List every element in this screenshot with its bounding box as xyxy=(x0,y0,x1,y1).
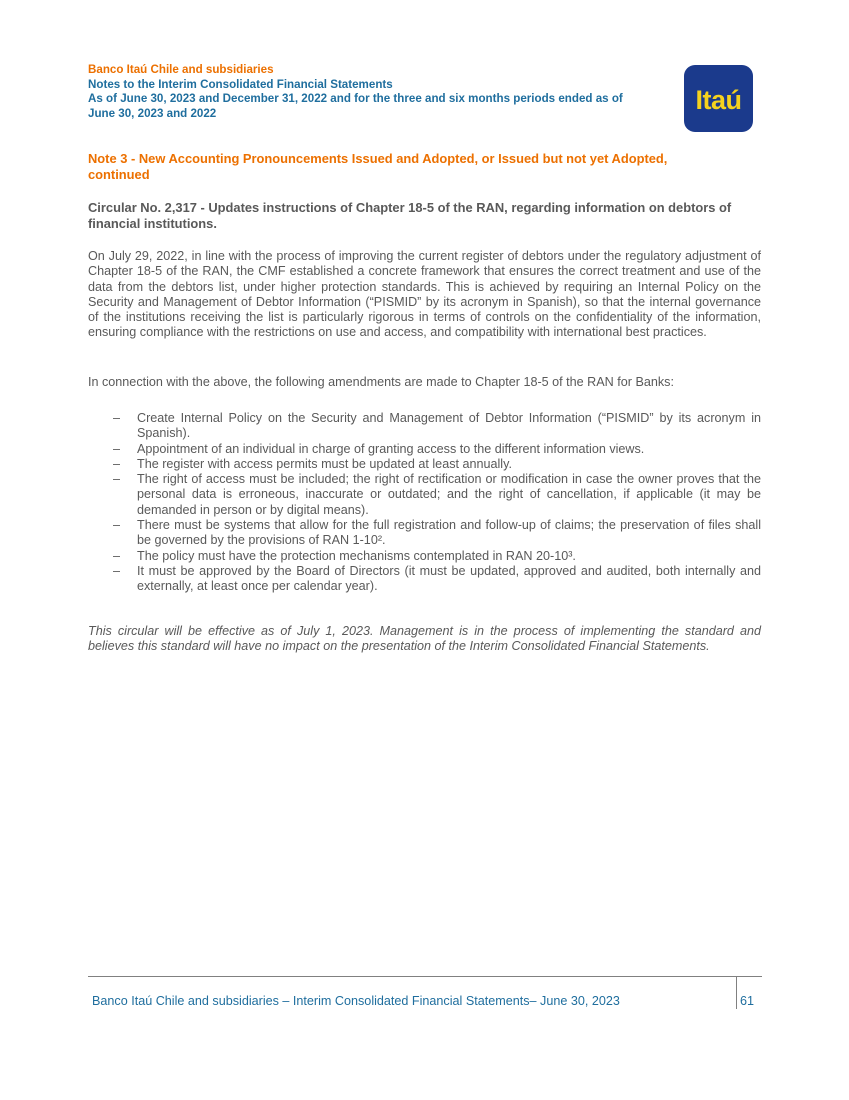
amendments-intro: In connection with the above, the following amendments are made to Chapter 18-5 of the RAN for Banks: xyxy=(88,375,674,389)
bullet-dash: – xyxy=(113,548,121,563)
list-item-text: Create Internal Policy on the Security and Management of Debtor Information (“PISMID” by its acronym in Spanish). xyxy=(137,411,761,441)
list-item-text: The policy must have the protection mechanisms contemplated in RAN 20-10³. xyxy=(137,548,576,563)
list-item-text: The register with access permits must be updated at least annually. xyxy=(137,456,512,471)
list-item-text: There must be systems that allow for the full registration and follow-up of claims; the preservation of files shall be governed by the provisions of RAN 1-10². xyxy=(137,518,761,548)
logo-text: Itaú xyxy=(695,84,742,115)
itau-logo xyxy=(684,65,753,132)
circular-title: Circular No. 2,317 - Updates instructions of Chapter 18-5 of the RAN, regarding information on debtors of financial institutions. xyxy=(88,200,732,231)
period-line-2: June 30, 2023 and 2022 xyxy=(88,106,217,120)
period-line-1: As of June 30, 2023 and December 31, 2022 and for the three and six months periods ended as of xyxy=(88,92,623,105)
notes-title: Notes to the Interim Consolidated Financial Statements xyxy=(88,77,393,91)
bullet-dash: – xyxy=(113,563,121,578)
list-item xyxy=(88,518,761,549)
list-item-text: It must be approved by the Board of Directors (it must be updated, approved and audited, both internally and externally, at least once per calendar year). xyxy=(137,563,761,594)
list-item xyxy=(88,472,761,518)
note-title: Note 3 - New Accounting Pronouncements Issued and Adopted, or Issued but not yet Adopted, continued xyxy=(88,151,668,182)
list-item xyxy=(88,457,761,472)
bullet-dash: – xyxy=(113,411,121,425)
company-name: Banco Itaú Chile and subsidiaries xyxy=(88,63,274,76)
list-item-text: The right of access must be included; the right of rectification or modification in case the owner proves that the personal data is erroneous, inaccurate or outdated; and the right of cancellation, if applicable (it may be demanded in person or by digital means). xyxy=(137,472,761,517)
list-item xyxy=(88,442,761,457)
document-header xyxy=(88,63,678,121)
bullet-dash: – xyxy=(113,518,121,533)
list-item xyxy=(88,549,761,564)
footer-page-separator xyxy=(736,977,737,1009)
bullet-dash: – xyxy=(113,472,121,487)
list-item xyxy=(88,411,761,442)
amendments-list xyxy=(88,411,761,595)
page-number: 61 xyxy=(740,994,755,1008)
list-item-text: Appointment of an individual in charge of granting access to the different information views. xyxy=(137,441,645,456)
footer-text: Banco Itaú Chile and subsidiaries – Interim Consolidated Financial Statements– June 30, 2023 xyxy=(92,994,620,1008)
effective-date-note: This circular will be effective as of July 1, 2023. Management is in the process of implementing the standard and believes this standard will have no impact on the presentation of the Interim Consolidated Financial Statements. xyxy=(88,624,761,654)
bullet-dash: – xyxy=(113,456,121,471)
bullet-dash: – xyxy=(113,441,121,456)
intro-paragraph: On July 29, 2022, in line with the process of improving the current register of debtors under the regulatory adjustment of Chapter 18-5 of the RAN, the CMF established a concrete framework that ensures the correct treatment and use of the data from the debtors list, under higher protection standards. This is achieved by requiring an Internal Policy on the Security and Management of Debtor Information (“PISMID” by its acronym in Spanish), so that the internal governance of the institutions receiving the list is particularly rigorous in terms of controls on the confidentiality of the information, ensuring compliance with the restrictions on use and access, and compatibility with international best practices. xyxy=(88,249,761,340)
footer-divider xyxy=(88,976,762,977)
list-item xyxy=(88,564,761,595)
